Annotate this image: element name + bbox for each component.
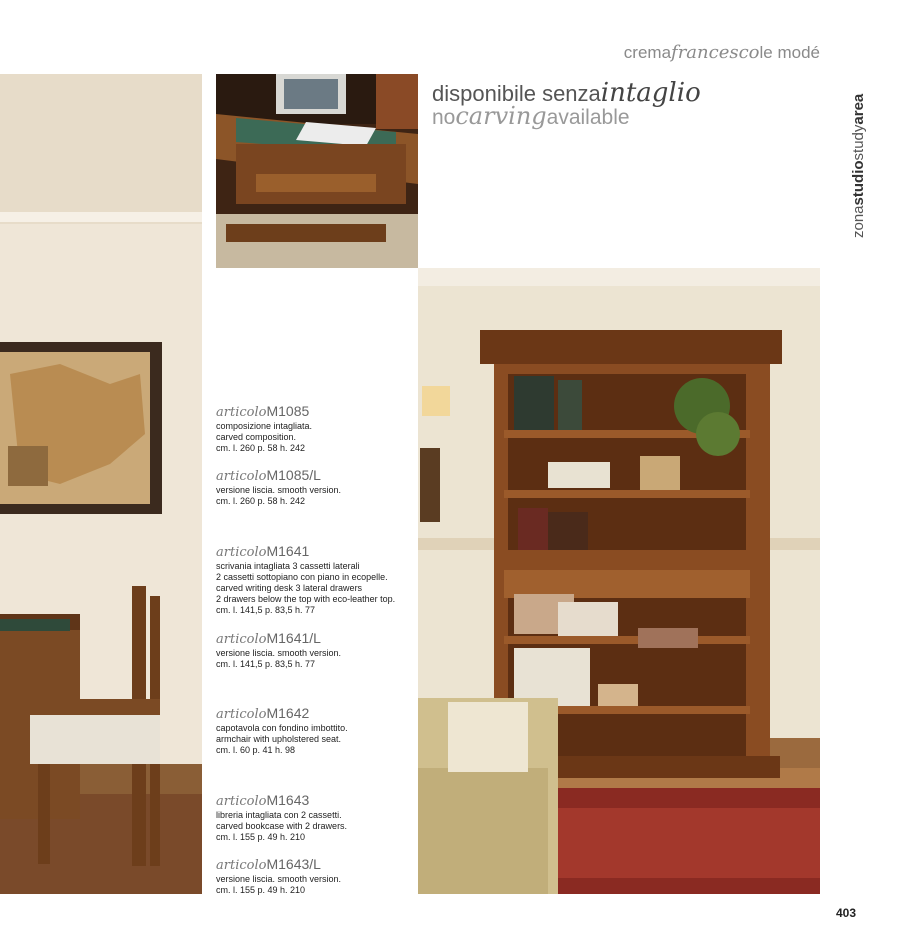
availability-line2-c: available [546, 106, 630, 129]
availability-line1-a: disponibile senza [432, 81, 601, 106]
article-line: scrivania intagliata 3 cassetti laterali [216, 561, 360, 571]
article-item [216, 792, 416, 843]
article-line: libreria intagliata con 2 cassetti. [216, 810, 342, 820]
article-prefix: articolo [216, 632, 267, 647]
article-code: M1641 [266, 543, 310, 559]
article-prefix: articolo [216, 707, 267, 722]
article-prefix: articolo [216, 405, 267, 420]
collection-header [624, 42, 820, 63]
article-line: cm. l. 155 p. 49 h. 210 [216, 832, 306, 842]
article-code: M1642 [266, 705, 310, 721]
side-label-study: study [850, 124, 867, 161]
availability-line2-a: no [432, 106, 456, 129]
article-line: 2 cassetti sottopiano con piano in ecopelle. [216, 572, 388, 582]
side-label-studio: studio [850, 160, 867, 206]
article-item [216, 467, 416, 507]
section-side-label [818, 76, 878, 236]
availability-line2-b: carving [455, 102, 547, 130]
article-code: M1641/L [266, 630, 321, 646]
availability-heading [432, 78, 701, 130]
article-line: cm. l. 60 p. 41 h. 98 [216, 745, 296, 755]
article-prefix: articolo [216, 858, 267, 873]
room-photo-left [0, 74, 202, 894]
article-code: M1085 [266, 403, 310, 419]
article-line: cm. l. 260 p. 58 h. 242 [216, 443, 306, 453]
article-line: capotavola con fondino imbottito. [216, 723, 348, 733]
article-code: M1643 [266, 792, 310, 808]
side-label-zona: zona [850, 205, 867, 238]
desk-detail-photo [216, 74, 418, 268]
article-code: M1643/L [266, 856, 321, 872]
article-line: cm. l. 141,5 p. 83,5 h. 77 [216, 659, 316, 669]
article-line: carved writing desk 3 lateral drawers [216, 583, 363, 593]
article-line: versione liscia. smooth version. [216, 874, 342, 884]
article-item [216, 543, 416, 616]
article-item [216, 705, 416, 756]
article-prefix: articolo [216, 794, 267, 809]
article-line: cm. l. 260 p. 58 h. 242 [216, 496, 306, 506]
side-label-area: area [850, 93, 867, 125]
article-line: versione liscia. smooth version. [216, 485, 342, 495]
article-line: versione liscia. smooth version. [216, 648, 342, 658]
article-prefix: articolo [216, 469, 267, 484]
article-line: composizione intagliata. [216, 421, 313, 431]
page-number: 403 [835, 906, 856, 920]
header-pre: crema [623, 43, 672, 62]
bookcase-photo [418, 268, 820, 894]
article-item [216, 403, 416, 454]
article-line: carved composition. [216, 432, 297, 442]
article-item [216, 630, 416, 670]
article-line: cm. l. 141,5 p. 83,5 h. 77 [216, 605, 316, 615]
article-item [216, 856, 416, 896]
article-code: M1085/L [266, 467, 321, 483]
header-post: le modé [759, 43, 820, 62]
article-line: armchair with upholstered seat. [216, 734, 342, 744]
header-collection-name: francesco [671, 42, 760, 63]
article-line: 2 drawers below the top with eco-leather top. [216, 594, 396, 604]
article-prefix: articolo [216, 545, 267, 560]
article-line: carved bookcase with 2 drawers. [216, 821, 348, 831]
availability-line1-b: intaglio [600, 78, 701, 108]
article-line: cm. l. 155 p. 49 h. 210 [216, 885, 306, 895]
